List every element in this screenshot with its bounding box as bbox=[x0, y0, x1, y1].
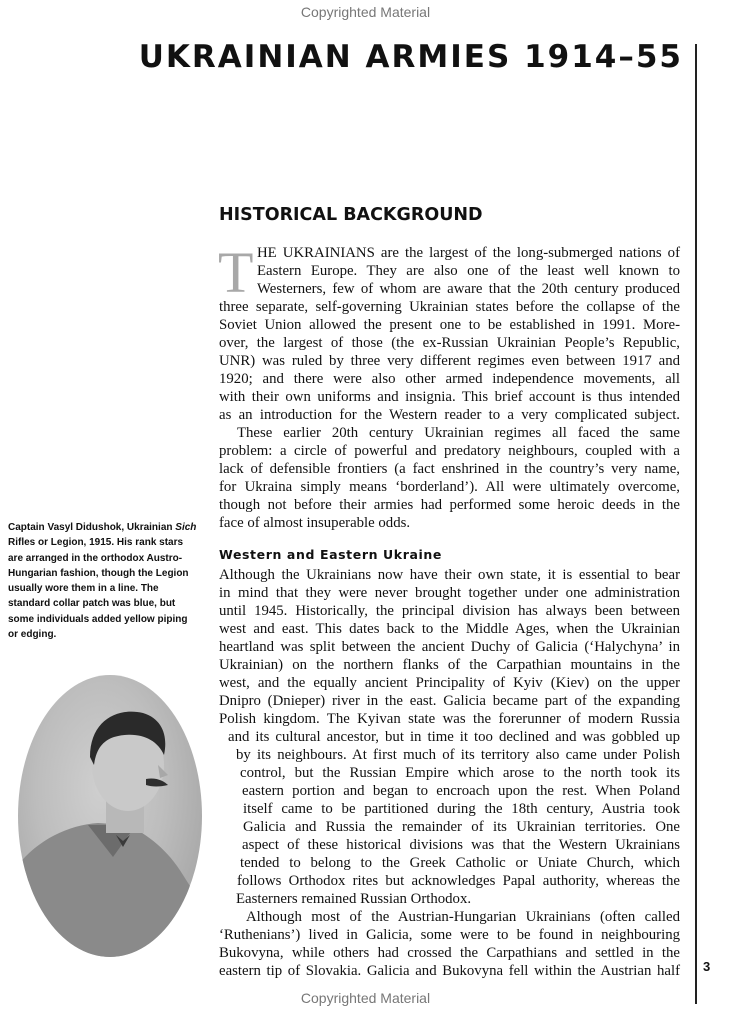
section-heading: HISTORICAL BACKGROUND bbox=[219, 205, 483, 225]
text-line: Although the Ukrainians now have their own state, it is essential to bear bbox=[219, 567, 680, 583]
vertical-rule bbox=[695, 44, 697, 1004]
portrait-illustration bbox=[18, 675, 202, 957]
text-line: control, but the Russian Empire which arose to the north took its bbox=[240, 765, 680, 781]
text-line: with their own uniforms and insignia. This brief account is thus intended bbox=[219, 389, 680, 405]
text-line: ‘Ruthenians’) lived in Galicia, some were to be found in neighbouring bbox=[219, 927, 680, 943]
text-line: as an introduction for the Western reader to a very complicated subject. bbox=[219, 407, 680, 423]
text-line: itself came to be partitioned during the 18th century, Austria took bbox=[243, 801, 680, 817]
text-line: follows Orthodox rites but acknowledges Papal authority, whereas the bbox=[237, 873, 680, 889]
text-line: problem: a circle of powerful and predatory neighbours, coupled with a bbox=[219, 443, 680, 459]
text-line: eastern portion and began to encroach upon the rest. When Poland bbox=[242, 783, 680, 799]
text-line: and its cultural ancestor, but in time it too declined and was gobbled up bbox=[228, 729, 680, 745]
text-line: Galicia and Russia the remainder of its Ukrainian territories. One bbox=[243, 819, 680, 835]
text-line: lack of defensible frontiers (a fact enshrined in the country’s very name, bbox=[219, 461, 680, 477]
text-line: though not before their armies had performed some heroic deeds in the bbox=[219, 497, 680, 513]
text-line: heartland was split between the ancient Duchy of Galicia (‘Halychyna’ in bbox=[219, 639, 680, 655]
text-line: tended to belong to the Greek Catholic or Uniate Church, which bbox=[240, 855, 680, 871]
caption-italic: Sich bbox=[175, 522, 197, 533]
text-line: eastern tip of Slovakia. Galicia and Bukovyna fell within the Austrian half bbox=[219, 963, 680, 979]
text-line: UNR) was ruled by three very different regimes even between 1917 and bbox=[219, 353, 680, 369]
paragraph-3-full bbox=[219, 566, 680, 728]
text-line: in mind that they were never brought together under one administration bbox=[219, 585, 680, 601]
text-line: face of almost insuperable odds. bbox=[219, 515, 411, 531]
text-line: until 1945. Historically, the principal division has always been between bbox=[219, 603, 680, 619]
text-line: Bukovyna, while others had crossed the Carpathians and settled in the bbox=[219, 945, 680, 961]
text-line: Soviet Union allowed the present one to be established in 1991. More- bbox=[219, 317, 680, 333]
page-number: 3 bbox=[703, 959, 711, 974]
text-line: over, the largest of those (the ex-Russian Ukrainian People’s Republic, bbox=[219, 335, 680, 351]
text-line: HE UKRAINIANS are the largest of the long-submerged nations of bbox=[257, 245, 680, 261]
text-line: These earlier 20th century Ukrainian regimes all faced the same bbox=[237, 425, 680, 441]
text-line: west, and the equally ancient Principality of Kyiv (Kiev) on the upper bbox=[219, 675, 680, 691]
text-line: west and east. This dates back to the Middle Ages, when the Ukrainian bbox=[219, 621, 680, 637]
photo-caption bbox=[8, 520, 198, 642]
text-line: Easterners remained Russian Orthodox. bbox=[236, 891, 472, 907]
text-line: Dnipro (Dnieper) river in the east. Galicia became part of the expanding bbox=[219, 693, 680, 709]
copyright-watermark-top: Copyrighted Material bbox=[300, 4, 431, 20]
paragraph-1-lines-1-3 bbox=[257, 244, 680, 298]
book-title: UKRAINIAN ARMIES 1914–55 bbox=[138, 39, 683, 75]
text-line: Westerners, few of whom are aware that the 20th century produced bbox=[257, 281, 680, 297]
text-line: Although most of the Austrian-Hungarian Ukrainians (often called bbox=[246, 909, 680, 925]
subheading: Western and Eastern Ukraine bbox=[219, 547, 442, 562]
text-line: by its neighbours. At first much of its territory also came under Polish bbox=[236, 747, 680, 763]
text-line: aspect of these historical divisions was that the Western Ukrainians bbox=[242, 837, 680, 853]
text-line: for Ukraina simply means ‘borderland’). All were ultimately overcome, bbox=[219, 479, 680, 495]
paragraph-1-rest bbox=[219, 298, 680, 424]
text-line: Eastern Europe. They are also one of the least well known to bbox=[257, 263, 680, 279]
caption-text-1: Captain Vasyl Didushok, Ukrainian bbox=[8, 522, 176, 533]
drop-cap: T bbox=[218, 240, 254, 305]
portrait-photo bbox=[18, 675, 202, 957]
copyright-watermark-bottom: Copyrighted Material bbox=[300, 990, 431, 1006]
text-line: Ukrainian) on the northern flanks of the Carpathian mountains in the bbox=[219, 657, 680, 673]
caption-text-2: Rifles or Legion, 1915. His rank stars are arranged in the orthodox Austro-Hungarian fashion, though the Legion usually wore them in a line. The standard collar patch was blue, but some individuals added yellow piping or edging. bbox=[8, 537, 189, 641]
text-line: 1920; and there were also other armed independence movements, all bbox=[219, 371, 680, 387]
text-line: three separate, self-governing Ukrainian states before the collapse of the bbox=[219, 299, 680, 315]
paragraph-2 bbox=[219, 424, 680, 532]
text-line: Polish kingdom. The Kyivan state was the forerunner of modern Russia bbox=[219, 711, 680, 727]
